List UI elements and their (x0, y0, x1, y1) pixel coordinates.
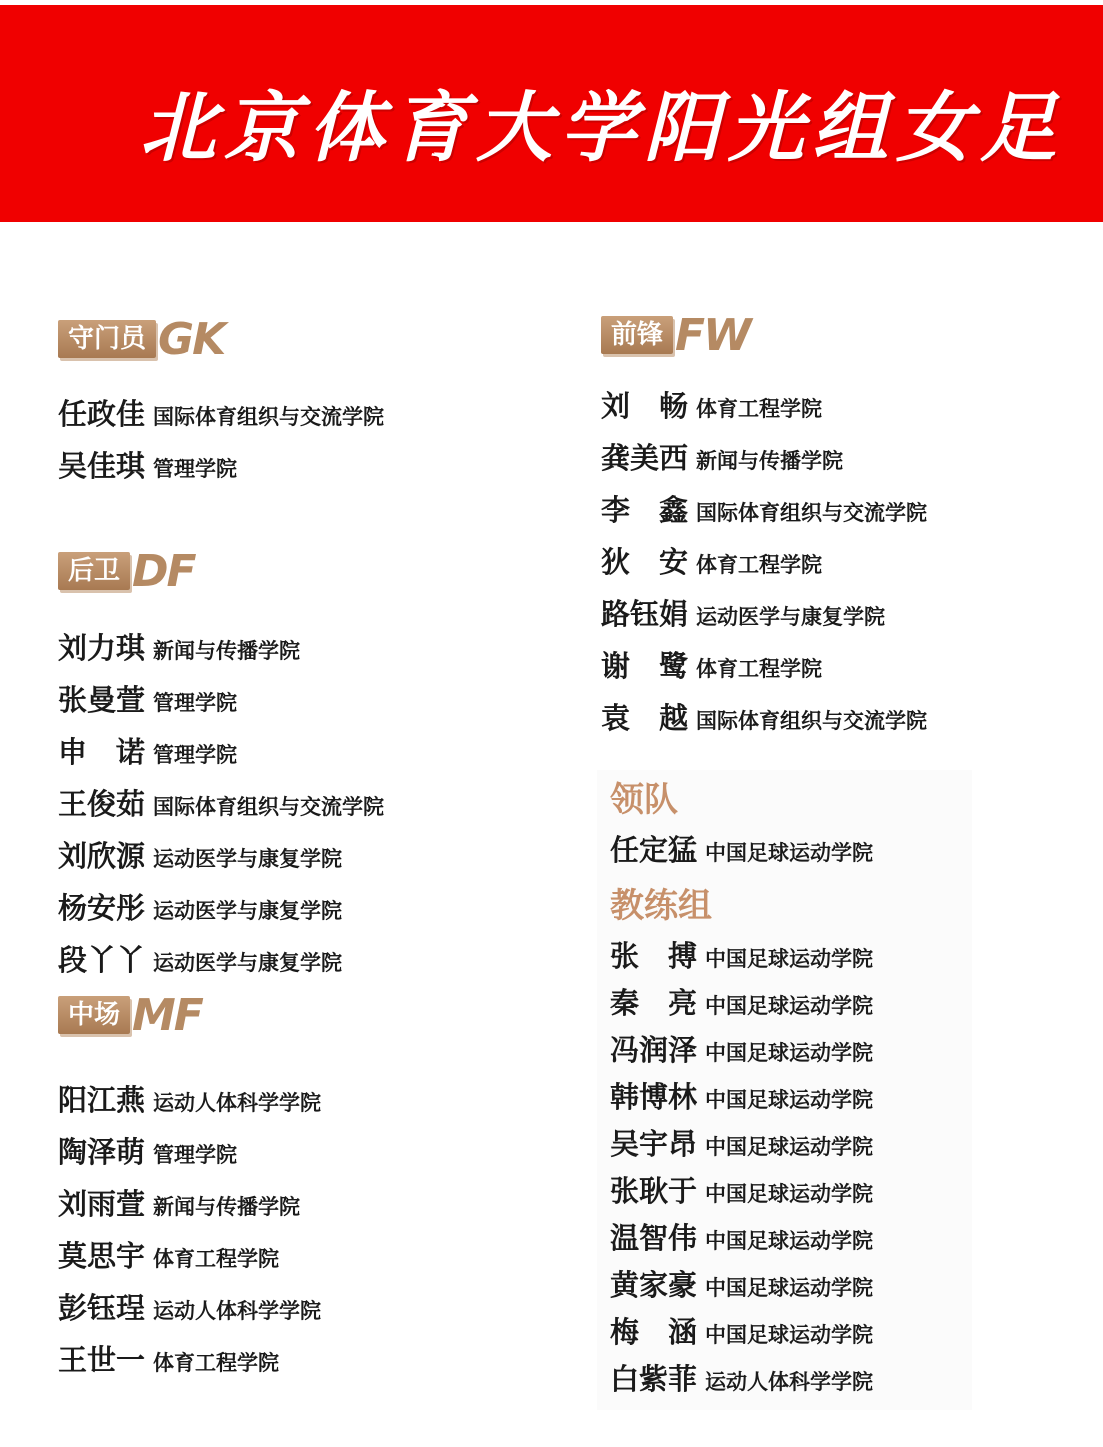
player-name: 张曼萱 (58, 683, 146, 717)
player-name: 陶泽萌 (58, 1135, 146, 1169)
player-name: 申 诺 (58, 735, 146, 769)
staff-name: 白紫菲 (610, 1362, 698, 1396)
player-name: 阳江燕 (58, 1083, 146, 1117)
staff-college: 中国足球运动学院 (705, 994, 874, 1018)
staff-row (610, 1357, 873, 1404)
player-college: 体育工程学院 (153, 1351, 280, 1375)
staff-college: 运动人体科学学院 (705, 1370, 874, 1394)
section-header-gk (58, 314, 384, 372)
staff-college: 中国足球运动学院 (705, 947, 874, 971)
player-name: 刘 畅 (601, 389, 689, 423)
player-row (58, 392, 384, 444)
player-row (601, 384, 927, 436)
staff-name: 张 搏 (610, 939, 698, 973)
staff-college: 中国足球运动学院 (705, 1323, 874, 1347)
section-header-df (58, 546, 384, 604)
staff-name: 吴宇昂 (610, 1127, 698, 1161)
staff-row (610, 1263, 873, 1310)
staff-college: 中国足球运动学院 (705, 1135, 874, 1159)
left-column (58, 314, 385, 1390)
staff-college: 中国足球运动学院 (705, 1088, 874, 1112)
leader-heading: 领队 (610, 780, 678, 820)
player-name: 王俊茹 (58, 787, 146, 821)
staff-row (610, 1216, 873, 1263)
player-college: 新闻与传播学院 (696, 449, 844, 473)
player-row (58, 1078, 384, 1130)
player-row (58, 444, 384, 496)
player-row (58, 1182, 384, 1234)
player-name: 刘欣源 (58, 839, 146, 873)
player-row (58, 626, 384, 678)
section-header-fw (601, 310, 927, 368)
player-name: 袁 越 (601, 701, 689, 735)
section-code-gk: GK (158, 314, 225, 365)
player-college: 运动医学与康复学院 (696, 605, 886, 629)
staff-row (610, 1310, 873, 1357)
staff-row (610, 1122, 873, 1169)
player-row (58, 1234, 384, 1286)
player-college: 国际体育组织与交流学院 (153, 795, 385, 819)
player-name: 莫思宇 (58, 1239, 146, 1273)
player-row (58, 1286, 384, 1338)
player-row (58, 730, 384, 782)
player-college: 管理学院 (153, 1143, 238, 1167)
player-college: 运动人体科学学院 (153, 1299, 322, 1323)
player-name: 路钰娟 (601, 597, 689, 631)
player-name: 任政佳 (58, 397, 146, 431)
player-row (58, 886, 384, 938)
player-row (58, 782, 384, 834)
staff-name: 秦 亮 (610, 986, 698, 1020)
staff-college: 中国足球运动学院 (705, 1276, 874, 1300)
player-college: 运动人体科学学院 (153, 1091, 322, 1115)
player-name: 龚美西 (601, 441, 689, 475)
section-code-fw: FW (675, 310, 750, 361)
player-college: 运动医学与康复学院 (153, 847, 343, 871)
right-column (601, 310, 928, 748)
player-name: 狄 安 (601, 545, 689, 579)
staff-name: 冯润泽 (610, 1033, 698, 1067)
staff-row (610, 1075, 873, 1122)
player-college: 新闻与传播学院 (153, 1195, 301, 1219)
player-college: 国际体育组织与交流学院 (153, 405, 385, 429)
staff-row (610, 1028, 873, 1075)
page-title: 北京体育大学阳光组女足 (140, 83, 1064, 172)
player-college: 运动医学与康复学院 (153, 899, 343, 923)
player-name: 段丫丫 (58, 943, 146, 977)
section-code-mf: MF (132, 990, 202, 1041)
section-code-df: DF (132, 546, 195, 597)
title-banner (0, 5, 1103, 222)
staff-column (610, 772, 873, 1404)
player-row (58, 1338, 384, 1390)
player-row (58, 938, 384, 990)
staff-college: 中国足球运动学院 (705, 841, 874, 865)
player-row (601, 488, 927, 540)
section-header-mf (58, 990, 384, 1048)
coaches-heading: 教练组 (610, 886, 712, 926)
player-name: 王世一 (58, 1343, 146, 1377)
player-name: 谢 鹭 (601, 649, 689, 683)
player-name: 李 鑫 (601, 493, 689, 527)
staff-college: 中国足球运动学院 (705, 1229, 874, 1253)
player-row (58, 834, 384, 886)
player-college: 管理学院 (153, 691, 238, 715)
staff-row (610, 828, 873, 878)
player-college: 运动医学与康复学院 (153, 951, 343, 975)
player-college: 国际体育组织与交流学院 (696, 501, 928, 525)
player-name: 彭钰珵 (58, 1291, 146, 1325)
player-row (601, 540, 927, 592)
staff-row (610, 1169, 873, 1216)
player-name: 刘力琪 (58, 631, 146, 665)
player-college: 体育工程学院 (153, 1247, 280, 1271)
staff-name: 黄家豪 (610, 1268, 698, 1302)
staff-college: 中国足球运动学院 (705, 1041, 874, 1065)
section-badge-gk: 守门员 (58, 320, 156, 358)
player-college: 体育工程学院 (696, 553, 823, 577)
player-name: 刘雨萱 (58, 1187, 146, 1221)
player-row (601, 696, 927, 748)
staff-name: 梅 涵 (610, 1315, 698, 1349)
player-name: 杨安彤 (58, 891, 146, 925)
player-college: 体育工程学院 (696, 657, 823, 681)
player-row (58, 1130, 384, 1182)
player-row (601, 592, 927, 644)
player-row (601, 644, 927, 696)
staff-row (610, 934, 873, 981)
player-row (58, 678, 384, 730)
player-row (601, 436, 927, 488)
player-college: 体育工程学院 (696, 397, 823, 421)
player-college: 国际体育组织与交流学院 (696, 709, 928, 733)
section-badge-mf: 中场 (58, 996, 130, 1034)
staff-name: 韩博林 (610, 1080, 698, 1114)
player-college: 新闻与传播学院 (153, 639, 301, 663)
player-college: 管理学院 (153, 743, 238, 767)
section-badge-df: 后卫 (58, 552, 130, 590)
player-name: 吴佳琪 (58, 449, 146, 483)
section-badge-fw: 前锋 (601, 316, 673, 354)
staff-row (610, 981, 873, 1028)
staff-name: 张耿于 (610, 1174, 698, 1208)
player-college: 管理学院 (153, 457, 238, 481)
staff-name: 温智伟 (610, 1221, 698, 1255)
staff-name: 任定猛 (610, 833, 698, 867)
staff-college: 中国足球运动学院 (705, 1182, 874, 1206)
